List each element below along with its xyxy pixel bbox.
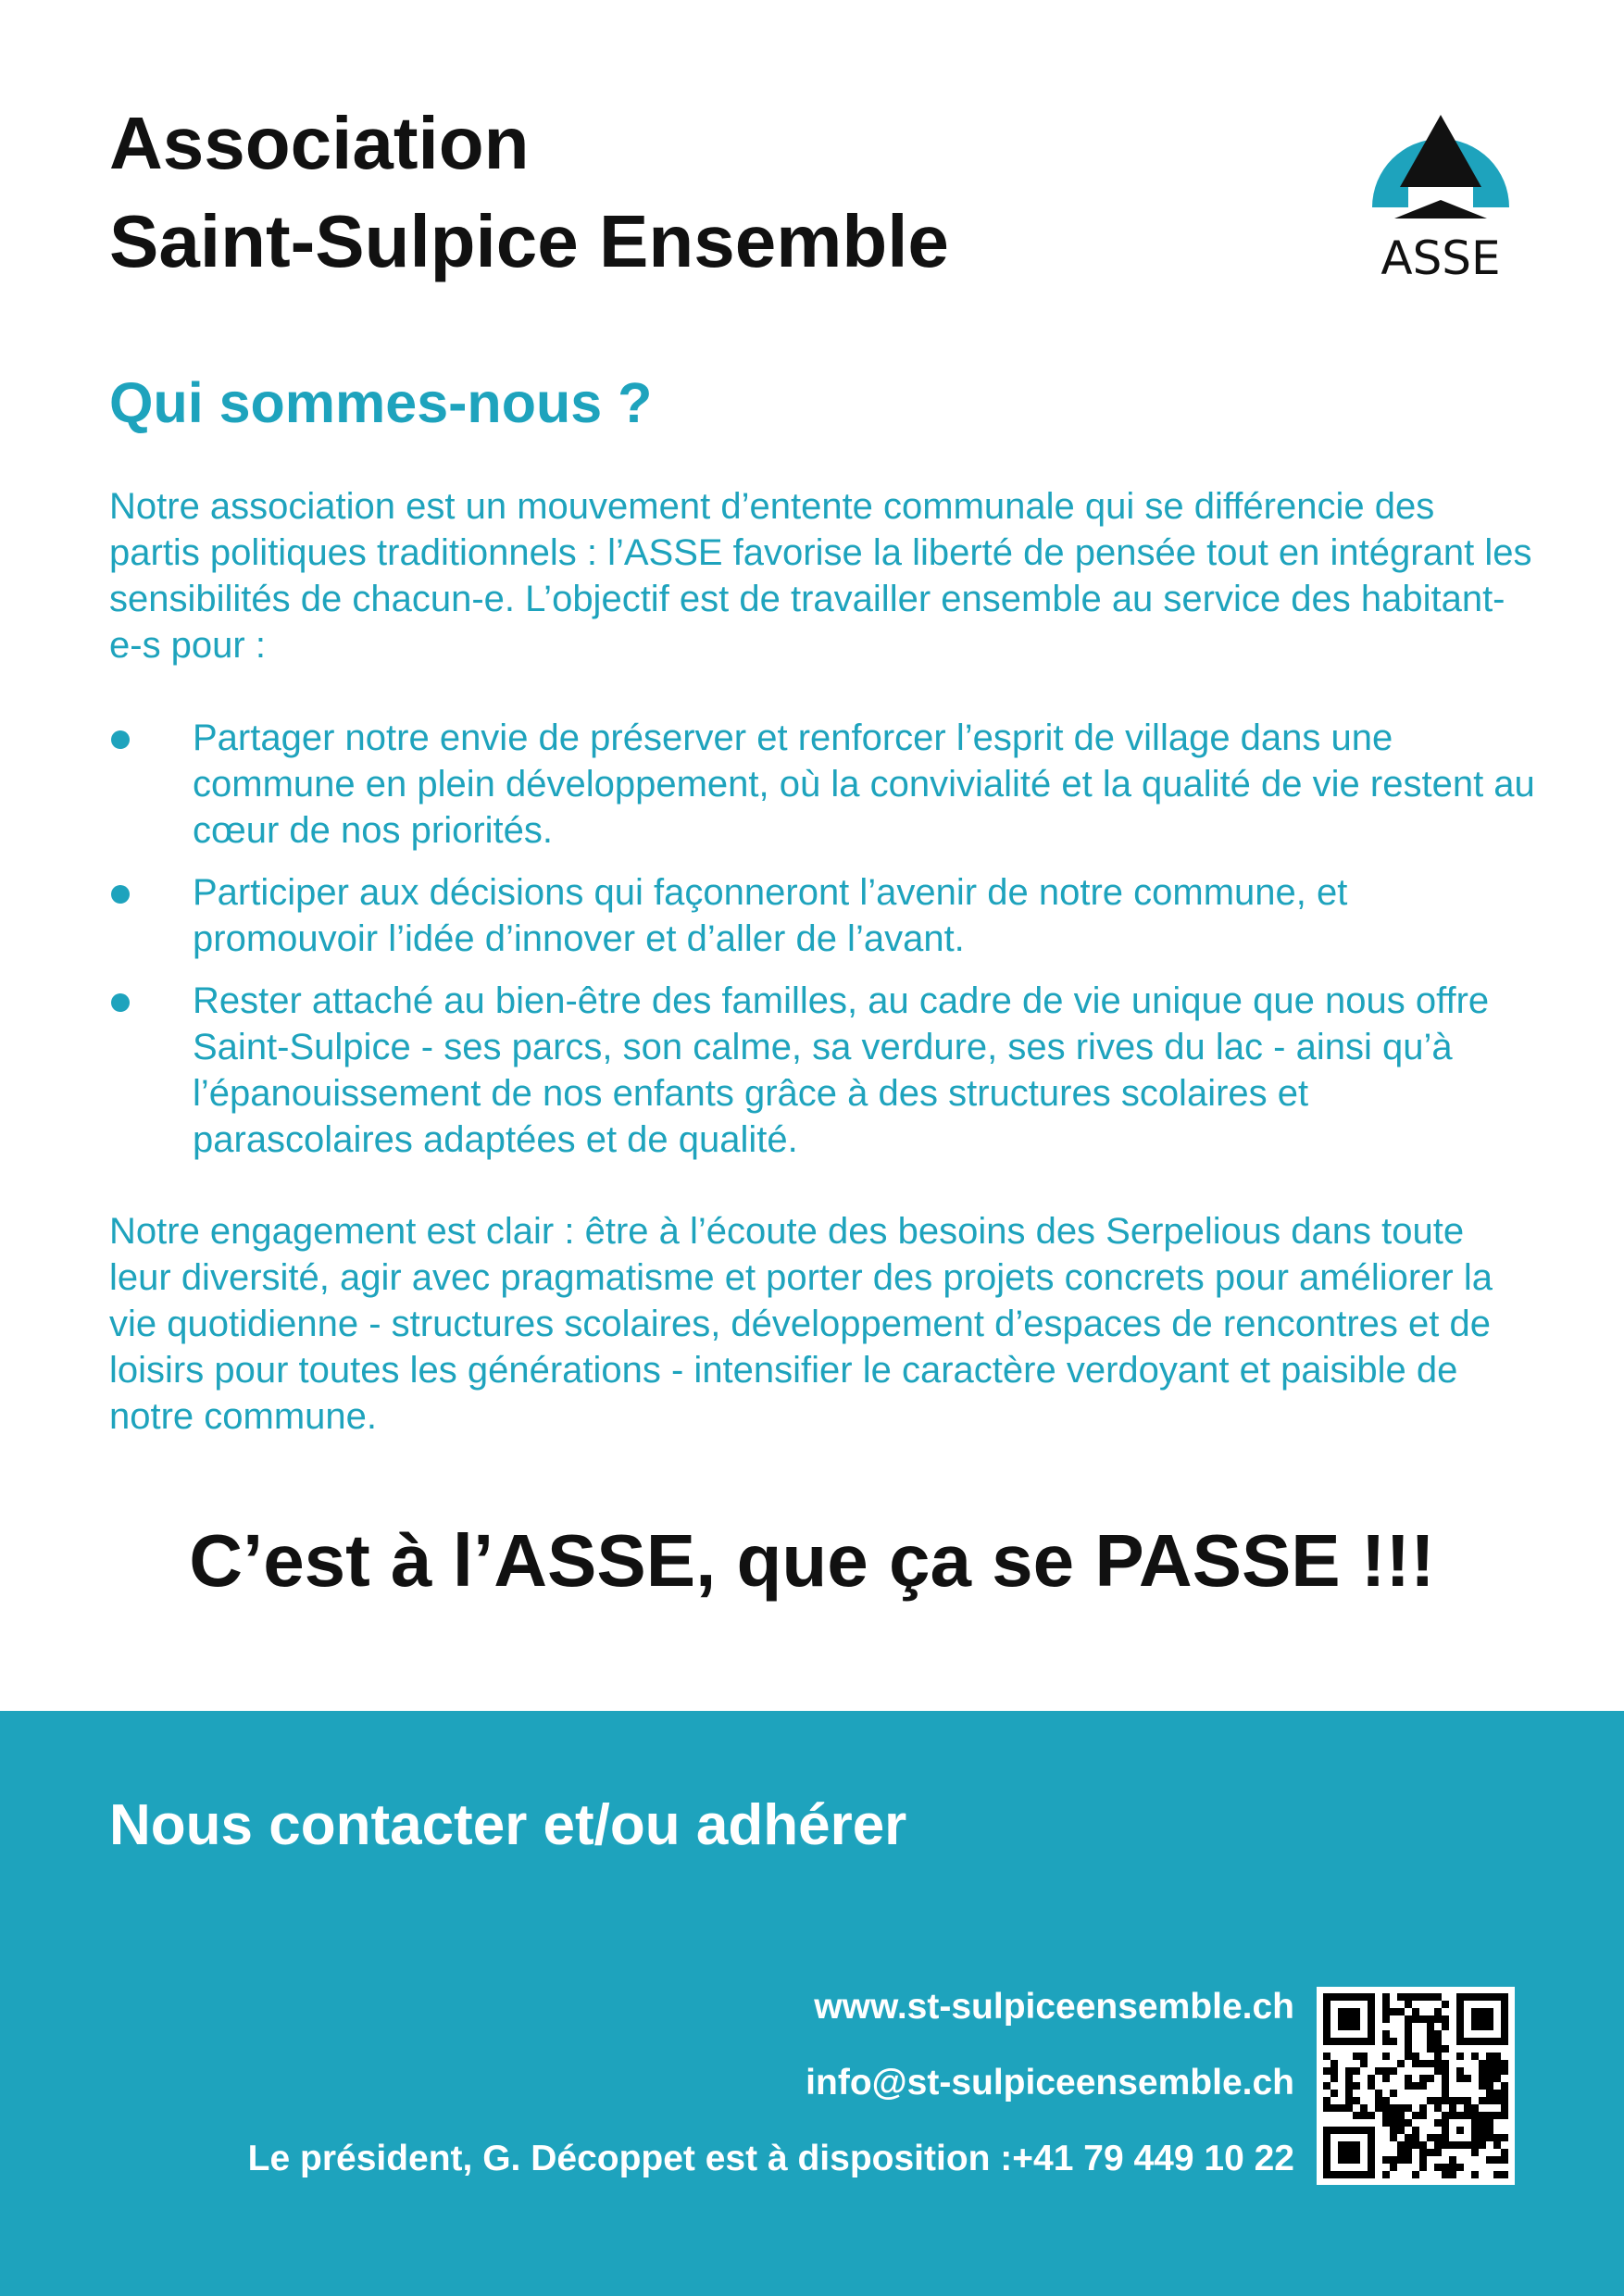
bullet-dot-icon <box>111 885 130 904</box>
org-title <box>109 94 949 291</box>
logo-text: ASSE <box>1380 231 1501 283</box>
bullet-dot-icon <box>111 993 130 1012</box>
list-item <box>109 869 1535 962</box>
list-item <box>109 715 1535 854</box>
president-contact: Le président, G. Décoppet est à disposition :+41 79 449 10 22 <box>247 2139 1294 2178</box>
closing-paragraph: Notre engagement est clair : être à l’écoute des besoins des Serpelious dans toute leur diversité, agir avec pragmatisme et porter des projets concrets pour améliorer la vie quotidienne - structures scolaires, développement d’espaces de rencontres et de loisirs pour toutes les générations - intensifier le caractère verdoyant et paisible de notre commune. <box>109 1211 1493 1437</box>
bullet-dot-icon <box>111 730 130 749</box>
slogan: C’est à l’ASSE, que ça se PASSE !!! <box>189 1519 1435 1602</box>
email-link[interactable]: info@st-sulpiceensemble.ch <box>806 2063 1294 2103</box>
footer-heading: Nous contacter et/ou adhérer <box>109 1793 907 1857</box>
org-title-line1: Association <box>109 102 530 184</box>
bullet-text: Participer aux décisions qui façonneront l’avenir de notre commune, et promouvoir l’idée d’innover et d’aller de l’avant. <box>193 872 1348 959</box>
asse-logo <box>1357 107 1524 283</box>
intro-paragraph: Notre association est un mouvement d’entente communale qui se différencie des partis politiques traditionnels : l’ASSE favorise la liberté de pensée tout en intégrant les sensibilités de chacun-e. L’objectif est de travailler ensemble au service des habitant-e-s pour : <box>109 486 1532 666</box>
qr-code-icon[interactable] <box>1317 1987 1515 2185</box>
bullet-text: Rester attaché au bien-être des familles, au cadre de vie unique que nous offre Saint-Sulpice - ses parcs, son calme, sa verdure, ses rives du lac - ainsi qu’à l’épanouissement de nos enfants grâce à des structures scolaires et parascolaires adaptées et de qualité. <box>193 980 1490 1160</box>
section-heading: Qui sommes-nous ? <box>109 371 653 434</box>
org-title-line2: Saint-Sulpice Ensemble <box>109 200 949 282</box>
list-item <box>109 978 1535 1163</box>
bullet-text: Partager notre envie de préserver et renforcer l’esprit de village dans une commune en plein développement, où la convivialité et la qualité de vie restent au cœur de nos priorités. <box>193 718 1535 851</box>
website-link[interactable]: www.st-sulpiceensemble.ch <box>814 1987 1294 2027</box>
bullet-list <box>109 715 1535 1179</box>
contact-footer <box>0 1711 1624 2296</box>
